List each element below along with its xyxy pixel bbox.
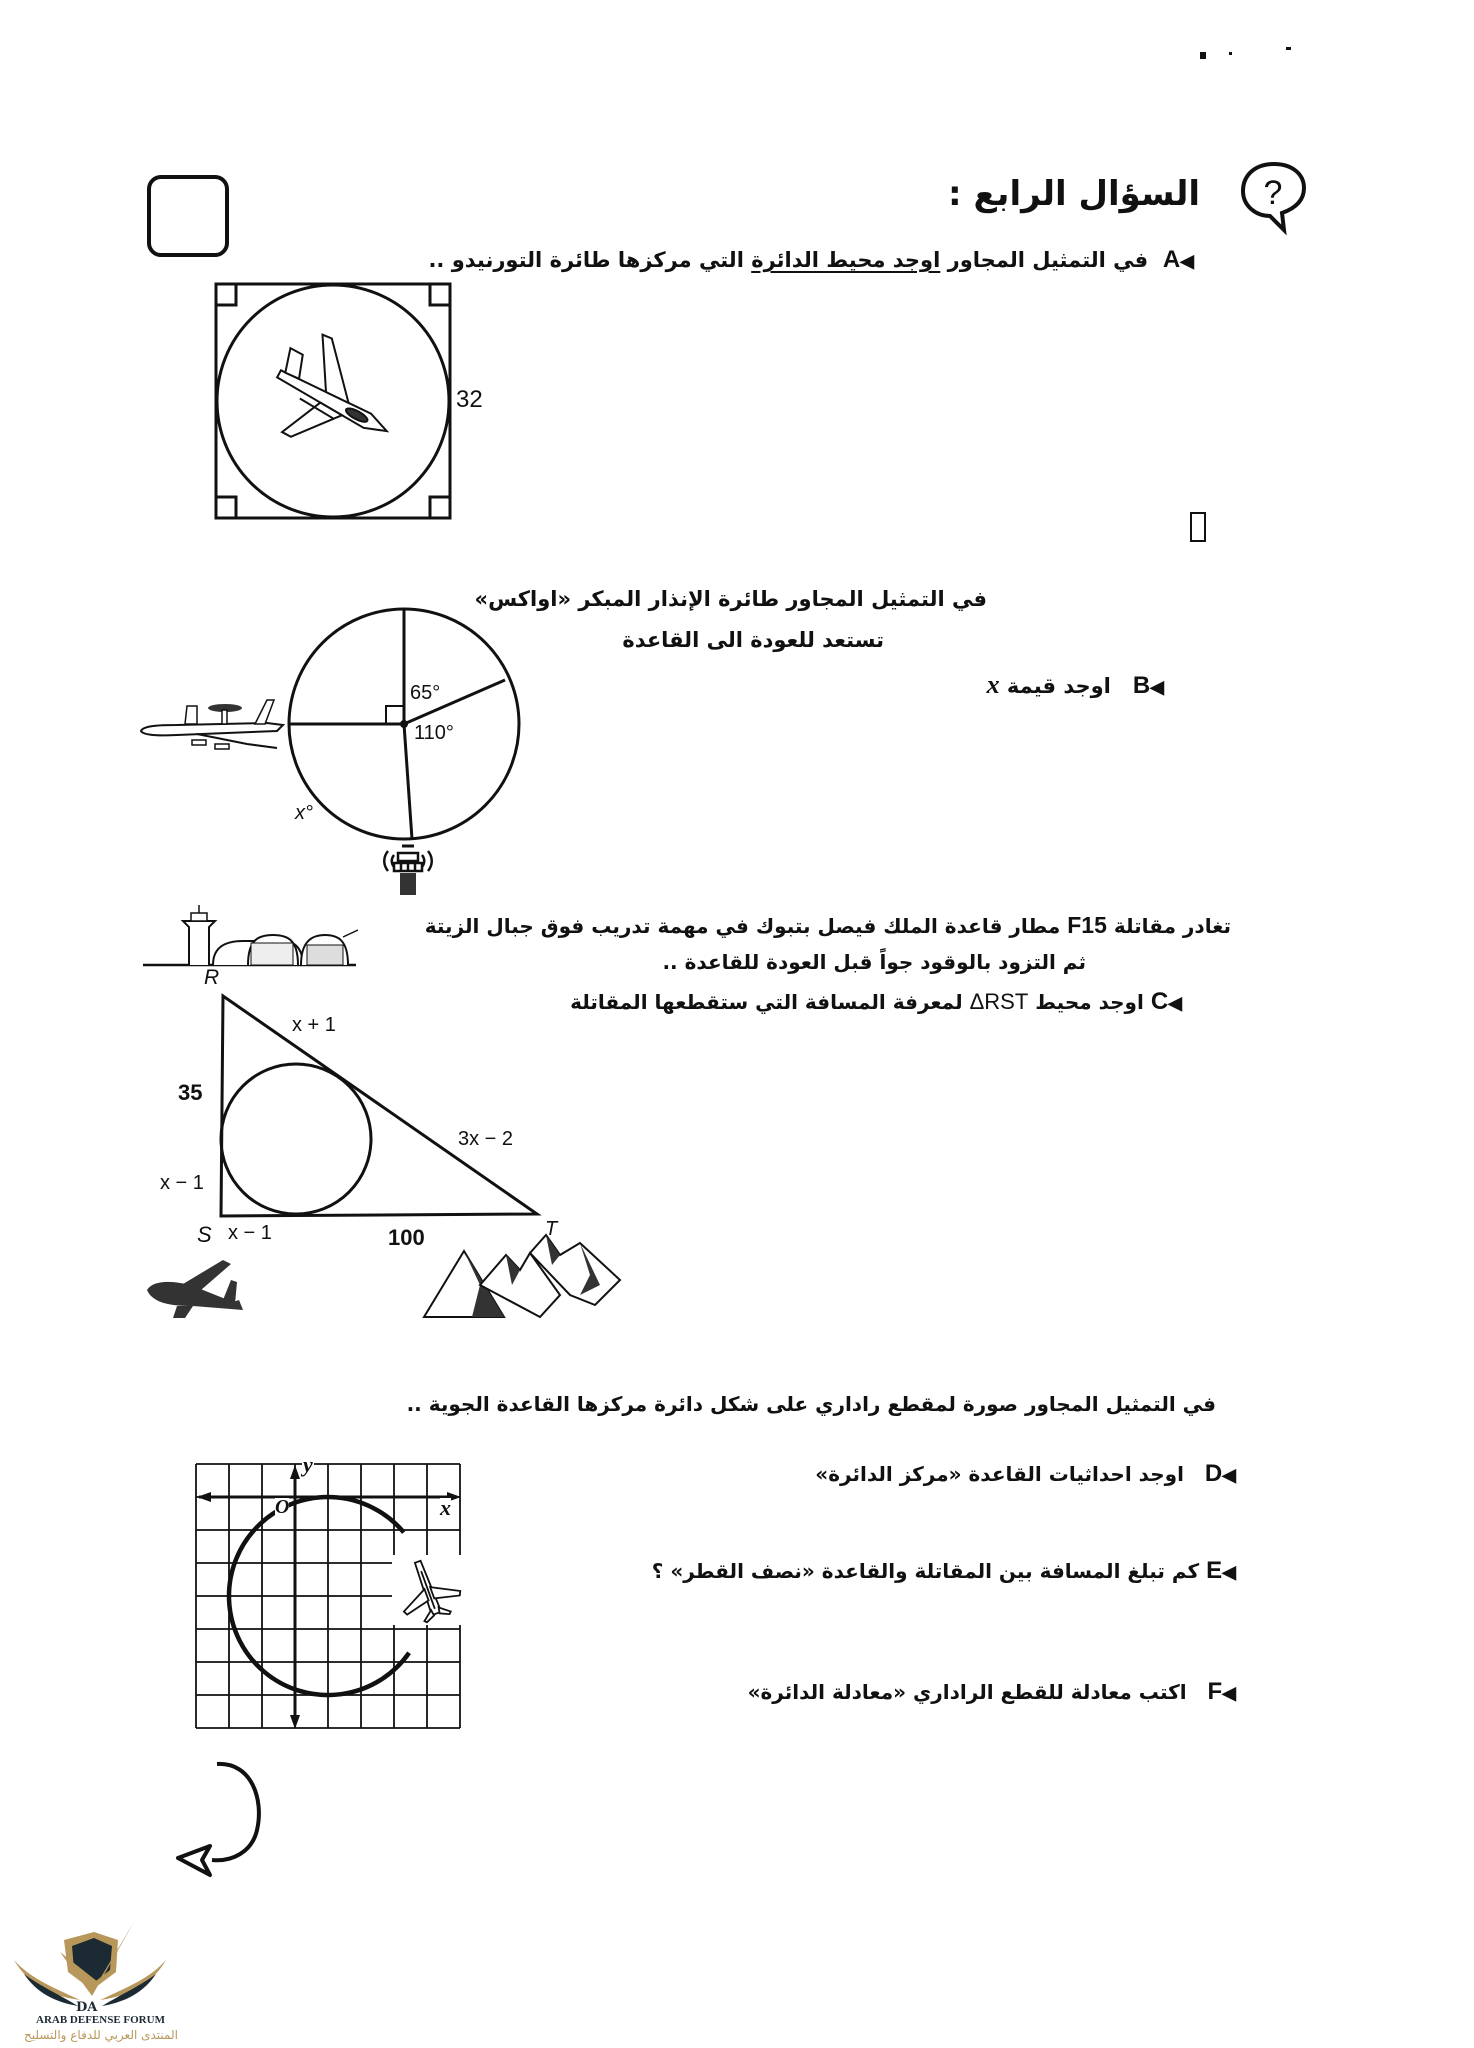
section-e-marker: E◀ (1206, 1557, 1236, 1584)
section-a-prompt: A◀ في التمثيل المجاور اوجد محيط الدائرة التي مركزها طائرة التورنيدو .. (428, 246, 1194, 273)
scan-dot (1286, 47, 1291, 50)
logo-arabic-name: المنتدى العربي للدفاع والتسليح (24, 2028, 178, 2042)
logo-initials: DA (76, 2000, 98, 2015)
f15-label: F15 (1067, 912, 1107, 938)
mountains-icon (420, 1225, 645, 1320)
incircle (221, 1064, 371, 1214)
angle-label-65: 65° (410, 682, 441, 704)
section-b-intro-line2: تستعد للعودة الى القاعدة (622, 628, 884, 652)
section-c-intro-line2: ثم التزود بالوقود جواً قبل العودة للقاعدة .. (662, 950, 1086, 974)
x-axis-label: x (440, 1495, 451, 1520)
x-axis-arrow-left (197, 1492, 211, 1502)
vertex-r-label: R (204, 966, 220, 989)
angle-label-x: x° (295, 802, 313, 824)
awacs-plane-icon (137, 698, 287, 758)
y-axis-arrow-down (290, 1715, 300, 1729)
radius-down (404, 724, 412, 839)
tornado-jet-icon (254, 323, 413, 475)
cargo-plane-icon (143, 1252, 248, 1322)
triangle-rst-figure (215, 990, 545, 1222)
variable-x: x (986, 670, 1000, 699)
triangle-rst (221, 996, 537, 1216)
triangle-name: ΔRST (969, 989, 1029, 1014)
segment-label-rt-lower: 3x − 2 (458, 1128, 514, 1150)
awacs-circle-figure (285, 605, 525, 845)
segment-label-rt-upper: x + 1 (292, 1014, 336, 1036)
section-c-intro-line1: تغادر مقاتلة F15 مطار قاعدة الملك فيصل بتبوك في مهمة تدريب فوق جبال الزيتة (424, 912, 1231, 938)
scan-dot (1229, 52, 1232, 55)
question-f: F◀ اكتب معادلة للقطع الراداري «معادلة الدائرة» (747, 1678, 1236, 1705)
curved-arrow-icon (172, 1760, 267, 1890)
section-c-marker: C◀ (1150, 988, 1182, 1015)
section-b-question: B◀ اوجد قيمة x (986, 670, 1164, 699)
section-c-question: C◀ اوجد محيط ΔRST لمعرفة المسافة التي ستقطعها المقاتلة (570, 988, 1182, 1015)
right-angle-mark (216, 284, 236, 305)
grade-box[interactable] (147, 175, 229, 257)
right-angle-mark (430, 497, 450, 518)
center-point (400, 720, 408, 728)
square-circle-figure (214, 282, 454, 522)
segment-label-st-left: x − 1 (228, 1222, 272, 1244)
forum-logo (10, 1922, 178, 2048)
right-angle-mark (430, 284, 450, 305)
scan-dot (1200, 52, 1206, 59)
question-title: السؤال الرابع : (948, 174, 1200, 214)
section-d-marker: D◀ (1204, 1460, 1236, 1487)
question-bubble-icon (1238, 158, 1310, 234)
fighter-jet-icon (392, 1555, 464, 1625)
origin-label: O (275, 1496, 290, 1518)
section-b-intro-line1: في التمثيل المجاور طائرة الإنذار المبكر «اواكس» (474, 587, 987, 611)
segment-label-35: 35 (178, 1080, 203, 1105)
logo-english-name: ARAB DEFENSE FORUM (36, 2014, 165, 2026)
y-axis-arrow-up (290, 1465, 300, 1479)
question-d: D◀ اوجد احداثيات القاعدة «مركز الدائرة» (815, 1460, 1236, 1487)
question-e: E◀ كم تبلغ المسافة بين المقاتلة والقاعدة «نصف القطر» ؟ (651, 1557, 1236, 1584)
angle-label-110: 110° (414, 722, 454, 744)
section-a-marker: A◀ (1162, 246, 1194, 273)
control-tower-icon (380, 843, 436, 895)
square-side-label: 32 (456, 386, 483, 413)
right-angle-mark (216, 497, 236, 518)
section-def-intro: في التمثيل المجاور صورة لمقطع راداري على شكل دائرة مركزها القاعدة الجوية .. (406, 1392, 1216, 1416)
svg-text:?: ? (1263, 174, 1283, 212)
vertex-s-label: S (197, 1222, 212, 1247)
section-f-marker: F◀ (1207, 1678, 1236, 1705)
segment-label-100: 100 (388, 1225, 425, 1250)
section-b-marker: B◀ (1132, 672, 1164, 699)
y-axis-label: y (303, 1452, 313, 1477)
airbase-icon (143, 905, 358, 967)
vertex-t-label: T (545, 1218, 558, 1240)
underlined-instruction: اوجد محيط الدائرة (751, 248, 941, 272)
answer-box[interactable] (1190, 512, 1206, 542)
segment-label-rs-lower: x − 1 (160, 1172, 204, 1194)
